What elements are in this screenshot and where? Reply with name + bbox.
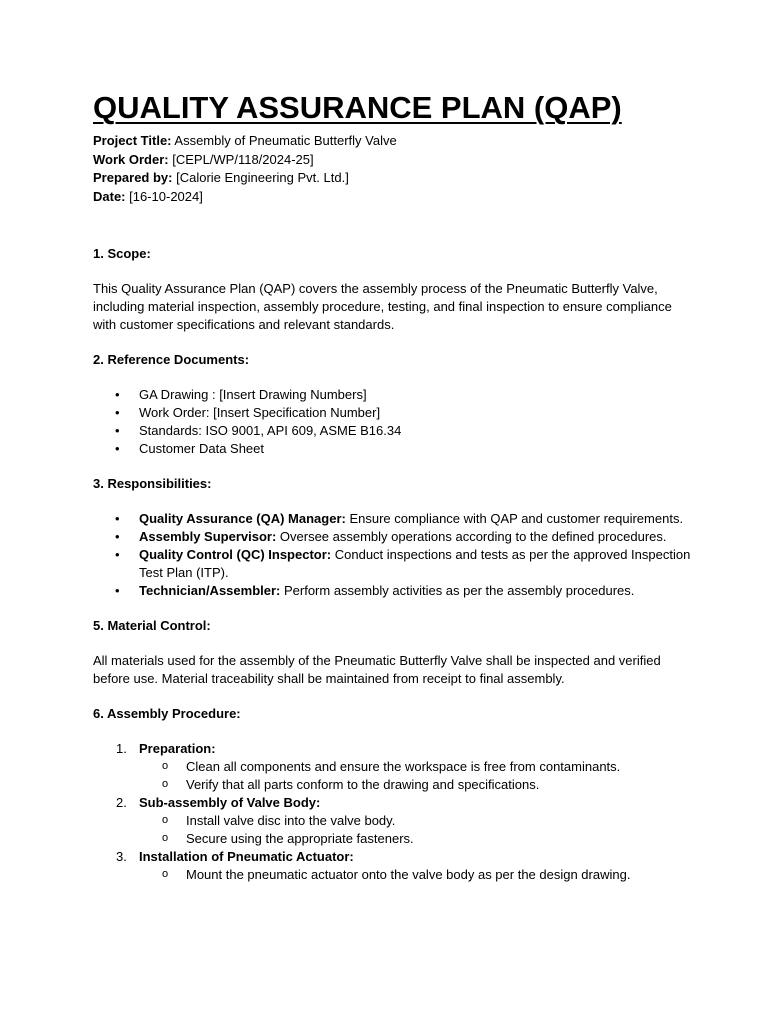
sub-item: o Secure using the appropriate fasteners.: [139, 830, 693, 848]
responsibilities-list: [93, 510, 693, 600]
list-item: • Technician/Assembler: Perform assembly activities as per the assembly procedures.: [93, 582, 693, 600]
list-item: • Quality Control (QC) Inspector: Conduct inspections and tests as per the approved Inspection Test Plan (ITP).: [93, 546, 693, 582]
step-title: Sub-assembly of Valve Body:: [139, 795, 321, 810]
scope-heading: 1. Scope:: [93, 246, 151, 261]
list-item: • GA Drawing : [Insert Drawing Numbers]: [93, 386, 693, 404]
step-number: 2.: [116, 795, 127, 810]
list-item: • Standards: ISO 9001, API 609, ASME B16.34: [93, 422, 693, 440]
step-item: [93, 848, 693, 884]
sub-item: o Install valve disc into the valve body.: [139, 812, 693, 830]
sub-item: o Verify that all parts conform to the drawing and specifications.: [139, 776, 693, 794]
sub-item: o Clean all components and ensure the workspace is free from contaminants.: [139, 758, 693, 776]
meta-date: Date: [16-10-2024]: [93, 188, 203, 204]
scope-paragraph: This Quality Assurance Plan (QAP) covers the assembly process of the Pneumatic Butterfly Valve, including material inspection, assembly procedure, testing, and final inspection to ensure compliance with customer specifications and relevant standards.: [93, 281, 672, 332]
list-item: • Customer Data Sheet: [93, 440, 693, 458]
step-title: Preparation:: [139, 741, 216, 756]
material-heading: 5. Material Control:: [93, 618, 211, 633]
meta-prepared-by: Prepared by: [Calorie Engineering Pvt. Ltd.]: [93, 170, 349, 185]
assembly-heading: 6. Assembly Procedure:: [93, 706, 241, 721]
sub-list: [139, 866, 693, 884]
material-paragraph: All materials used for the assembly of the Pneumatic Butterfly Valve shall be inspected and verified before use. Material traceability shall be maintained from receipt to final assembly.: [93, 653, 661, 686]
assembly-steps: [93, 740, 693, 884]
meta-project-title: Project Title: Assembly of Pneumatic Butterfly Valve: [93, 133, 397, 148]
sub-list: [139, 758, 693, 794]
step-title: Installation of Pneumatic Actuator:: [139, 849, 354, 864]
responsibilities-heading: 3. Responsibilities:: [93, 476, 212, 491]
document-title: QUALITY ASSURANCE PLAN (QAP): [93, 90, 622, 125]
meta-work-order: Work Order: [CEPL/WP/118/2024-25]: [93, 151, 314, 167]
list-item: • Assembly Supervisor: Oversee assembly operations according to the defined procedures.: [93, 528, 693, 546]
step-number: 1.: [116, 741, 127, 756]
step-number: 3.: [116, 849, 127, 864]
document-meta: [93, 132, 397, 206]
step-item: [93, 794, 693, 848]
sub-list: [139, 812, 693, 848]
references-heading: 2. Reference Documents:: [93, 352, 250, 367]
references-list: [93, 386, 693, 458]
document-body: [93, 245, 693, 884]
list-item: • Quality Assurance (QA) Manager: Ensure compliance with QAP and customer requirements.: [93, 510, 693, 528]
sub-item: o Mount the pneumatic actuator onto the valve body as per the design drawing.: [139, 866, 693, 884]
list-item: • Work Order: [Insert Specification Number]: [93, 404, 693, 422]
step-item: [93, 740, 693, 794]
